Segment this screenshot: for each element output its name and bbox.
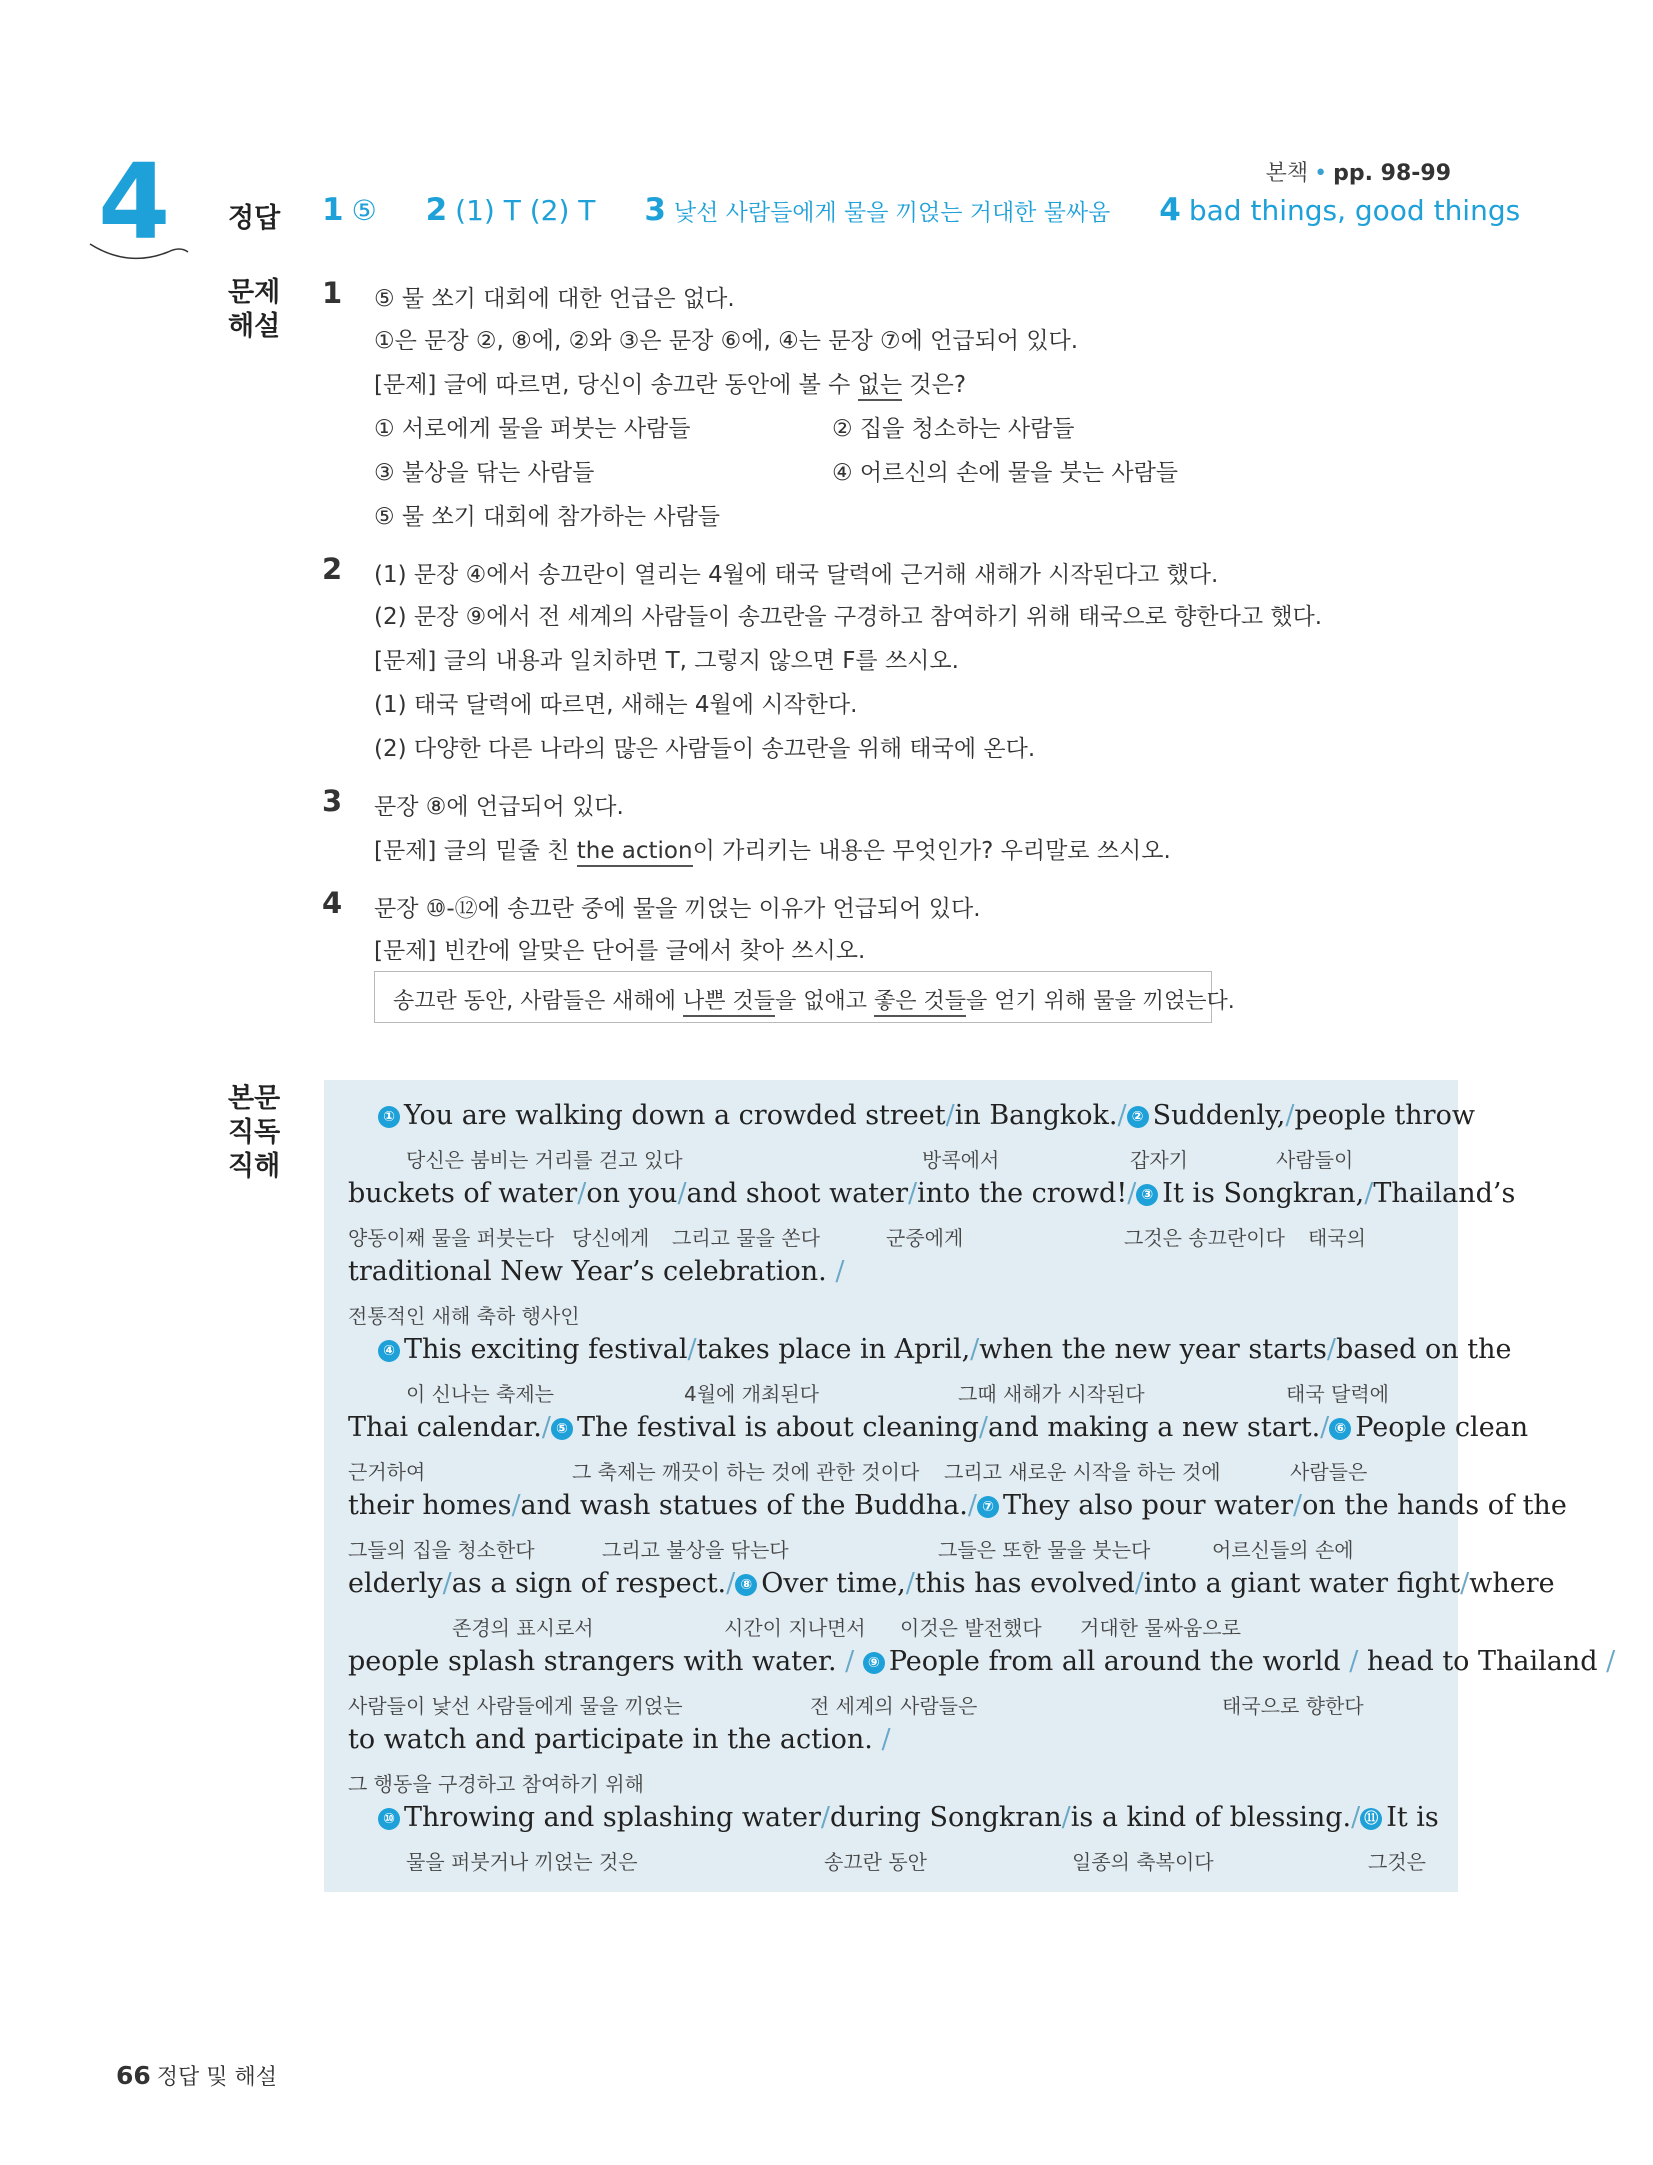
question-4-number: 4 — [322, 886, 343, 920]
korean-gloss: 태국의 — [1308, 1226, 1366, 1250]
korean-gloss: 그 행동을 구경하고 참여하기 위해 — [348, 1772, 644, 1796]
english-line: to watch and participate in the action. / — [348, 1724, 891, 1755]
q2-statement: (2) 다양한 다른 나라의 많은 사람들이 송끄란을 위해 태국에 온다. — [374, 736, 1036, 762]
korean-gloss: 그리고 물을 쏜다 — [672, 1226, 820, 1250]
q1-option: ④ 어르신의 손에 물을 붓는 사람들 — [832, 460, 1179, 486]
section-number-swoosh — [88, 238, 198, 268]
english-line: Thai calendar. / ⑤ The festival is about cleaning / and making a new start. / ⑥ People clean — [348, 1412, 1529, 1443]
q3-question: [문제] 글의 밑줄 친 the action이 가리키는 내용은 무엇인가? 우리말로 쓰시오. — [374, 832, 1171, 865]
question-3-number: 3 — [322, 784, 343, 818]
english-line: ① You are walking down a crowded street / in Bangkok. / ② Suddenly, / people throw — [378, 1100, 1434, 1131]
korean-gloss: 근거하여 — [348, 1460, 426, 1484]
q1-option: ⑤ 물 쏘기 대회에 참가하는 사람들 — [374, 504, 721, 530]
page-footer — [116, 2060, 277, 2091]
q2-line: (2) 문장 ⑨에서 전 세계의 사람들이 송끄란을 구경하고 참여하기 위해 태국으로 향한다고 했다. — [374, 604, 1323, 630]
korean-gloss: 송끄란 동안 — [824, 1850, 927, 1874]
q4-line: 문장 ⑩-⑫에 송끄란 중에 물을 끼얹는 이유가 언급되어 있다. — [374, 896, 981, 922]
q1-line: ⑤ 물 쏘기 대회에 대한 언급은 없다. — [374, 286, 735, 312]
q1-option: ③ 불상을 닦는 사람들 — [374, 460, 595, 486]
korean-gloss: 거대한 물싸움으로 — [1080, 1616, 1241, 1640]
explanation-label: 문제 해설 — [228, 277, 281, 342]
korean-gloss: 시간이 지나면서 — [724, 1616, 866, 1640]
english-line: people splash strangers with water. / ⑨ People from all around the world / head to Thailand / — [348, 1646, 1616, 1677]
q2-line: (1) 문장 ④에서 송끄란이 열리는 4월에 태국 달력에 근거해 새해가 시작된다고 했다. — [374, 562, 1219, 588]
korean-gloss: 태국으로 향한다 — [1222, 1694, 1364, 1718]
korean-gloss: 그들의 집을 청소한다 — [348, 1538, 535, 1562]
korean-gloss: 이 신나는 축제는 — [406, 1382, 554, 1406]
korean-gloss: 당신은 붐비는 거리를 걷고 있다 — [406, 1148, 683, 1172]
english-line: their homes / and wash statues of the Buddha. / ⑦ They also pour water / on the hands of the — [348, 1490, 1567, 1521]
answer-2: (1) T (2) T — [455, 194, 596, 227]
korean-gloss: 존경의 표시로서 — [452, 1616, 594, 1640]
korean-gloss: 그것은 송끄란이다 — [1124, 1226, 1285, 1250]
korean-gloss: 당신에게 — [572, 1226, 650, 1250]
english-line: ⑩ Throwing and splashing water / during Songkran / is a kind of blessing. / ⑪ It is — [378, 1802, 1434, 1833]
answer-3: 낯선 사람들에게 물을 끼얹는 거대한 물싸움 — [673, 200, 1111, 226]
english-line: elderly / as a sign of respect. / ⑧ Over time, / this has evolved / into a giant water fight / where — [348, 1568, 1555, 1599]
question-2-number: 2 — [322, 552, 343, 586]
korean-gloss: 물을 퍼붓거나 끼얹는 것은 — [406, 1850, 638, 1874]
english-line: buckets of water / on you / and shoot water / into the crowd! / ③ It is Songkran, / Thailand’s — [348, 1178, 1516, 1209]
q2-statement: (1) 태국 달력에 따르면, 새해는 4월에 시작한다. — [374, 692, 858, 718]
korean-gloss: 어르신들의 손에 — [1212, 1538, 1354, 1562]
korean-gloss: 그 축제는 깨끗이 하는 것에 관한 것이다 — [572, 1460, 920, 1484]
q2-question: [문제] 글의 내용과 일치하면 T, 그렇지 않으면 F를 쓰시오. — [374, 648, 959, 674]
korean-gloss: 그들은 또한 물을 붓는다 — [938, 1538, 1151, 1562]
answers-label: 정답 — [228, 203, 281, 234]
korean-gloss: 갑자기 — [1130, 1148, 1188, 1172]
korean-gloss: 전 세계의 사람들은 — [810, 1694, 978, 1718]
english-line: ④ This exciting festival / takes place in April, / when the new year starts / based on the — [378, 1334, 1434, 1365]
korean-gloss: 태국 달력에 — [1286, 1382, 1389, 1406]
korean-gloss: 사람들은 — [1290, 1460, 1368, 1484]
korean-gloss: 방콕에서 — [922, 1148, 1000, 1172]
korean-gloss: 이것은 발전했다 — [900, 1616, 1042, 1640]
korean-gloss: 일종의 축복이다 — [1072, 1850, 1214, 1874]
korean-gloss: 사람들이 낯선 사람들에게 물을 끼얹는 — [348, 1694, 683, 1718]
q1-line: ①은 문장 ②, ⑧에, ②와 ③은 문장 ⑥에, ④는 문장 ⑦에 언급되어 있다. — [374, 328, 1079, 354]
english-line: traditional New Year’s celebration. / — [348, 1256, 845, 1287]
q4-question: [문제] 빈칸에 알맞은 단어를 글에서 찾아 쓰시오. — [374, 938, 866, 964]
korean-gloss: 그것은 — [1368, 1850, 1426, 1874]
korean-gloss: 전통적인 새해 축하 행사인 — [348, 1304, 580, 1328]
korean-gloss: 그리고 불상을 닦는다 — [602, 1538, 789, 1562]
bullet-dot: • — [1314, 161, 1328, 186]
q1-option: ② 집을 청소하는 사람들 — [832, 416, 1075, 442]
korean-gloss: 그때 새해가 시작된다 — [958, 1382, 1145, 1406]
question-1-number: 1 — [322, 276, 343, 310]
q1-question: [문제] 글에 따르면, 당신이 송끄란 동안에 볼 수 없는 것은? — [374, 366, 966, 399]
page-number: 66 — [116, 2061, 151, 2090]
q4-answer-box: 송끄란 동안, 사람들은 새해에 나쁜 것들을 없애고 좋은 것들을 얻기 위해 물을 끼얹는다. — [374, 971, 1212, 1023]
korean-gloss: 사람들이 — [1276, 1148, 1354, 1172]
reading-label: 본문 직독 직해 — [228, 1083, 281, 1182]
section-number: 4 — [98, 141, 171, 263]
korean-gloss: 4월에 개최된다 — [684, 1382, 820, 1406]
reading-panel — [324, 1080, 1616, 1892]
answer-1: ⑤ — [351, 194, 377, 227]
korean-gloss: 군중에게 — [886, 1226, 964, 1250]
answer-4: bad things, good things — [1188, 194, 1521, 227]
q1-option: ① 서로에게 물을 퍼붓는 사람들 — [374, 416, 691, 442]
korean-gloss: 그리고 새로운 시작을 하는 것에 — [944, 1460, 1221, 1484]
q3-line: 문장 ⑧에 언급되어 있다. — [374, 794, 624, 820]
footer-title: 정답 및 해설 — [156, 2065, 278, 2090]
korean-gloss: 양동이째 물을 퍼붓는다 — [348, 1226, 554, 1250]
book-page-reference: 본책 • pp. 98-99 — [1265, 161, 1451, 186]
answers-row: 1 ⑤ 2 (1) T (2) T 3 낯선 사람들에게 물을 끼얹는 거대한 물싸움 4 bad things, good things — [322, 192, 1521, 228]
